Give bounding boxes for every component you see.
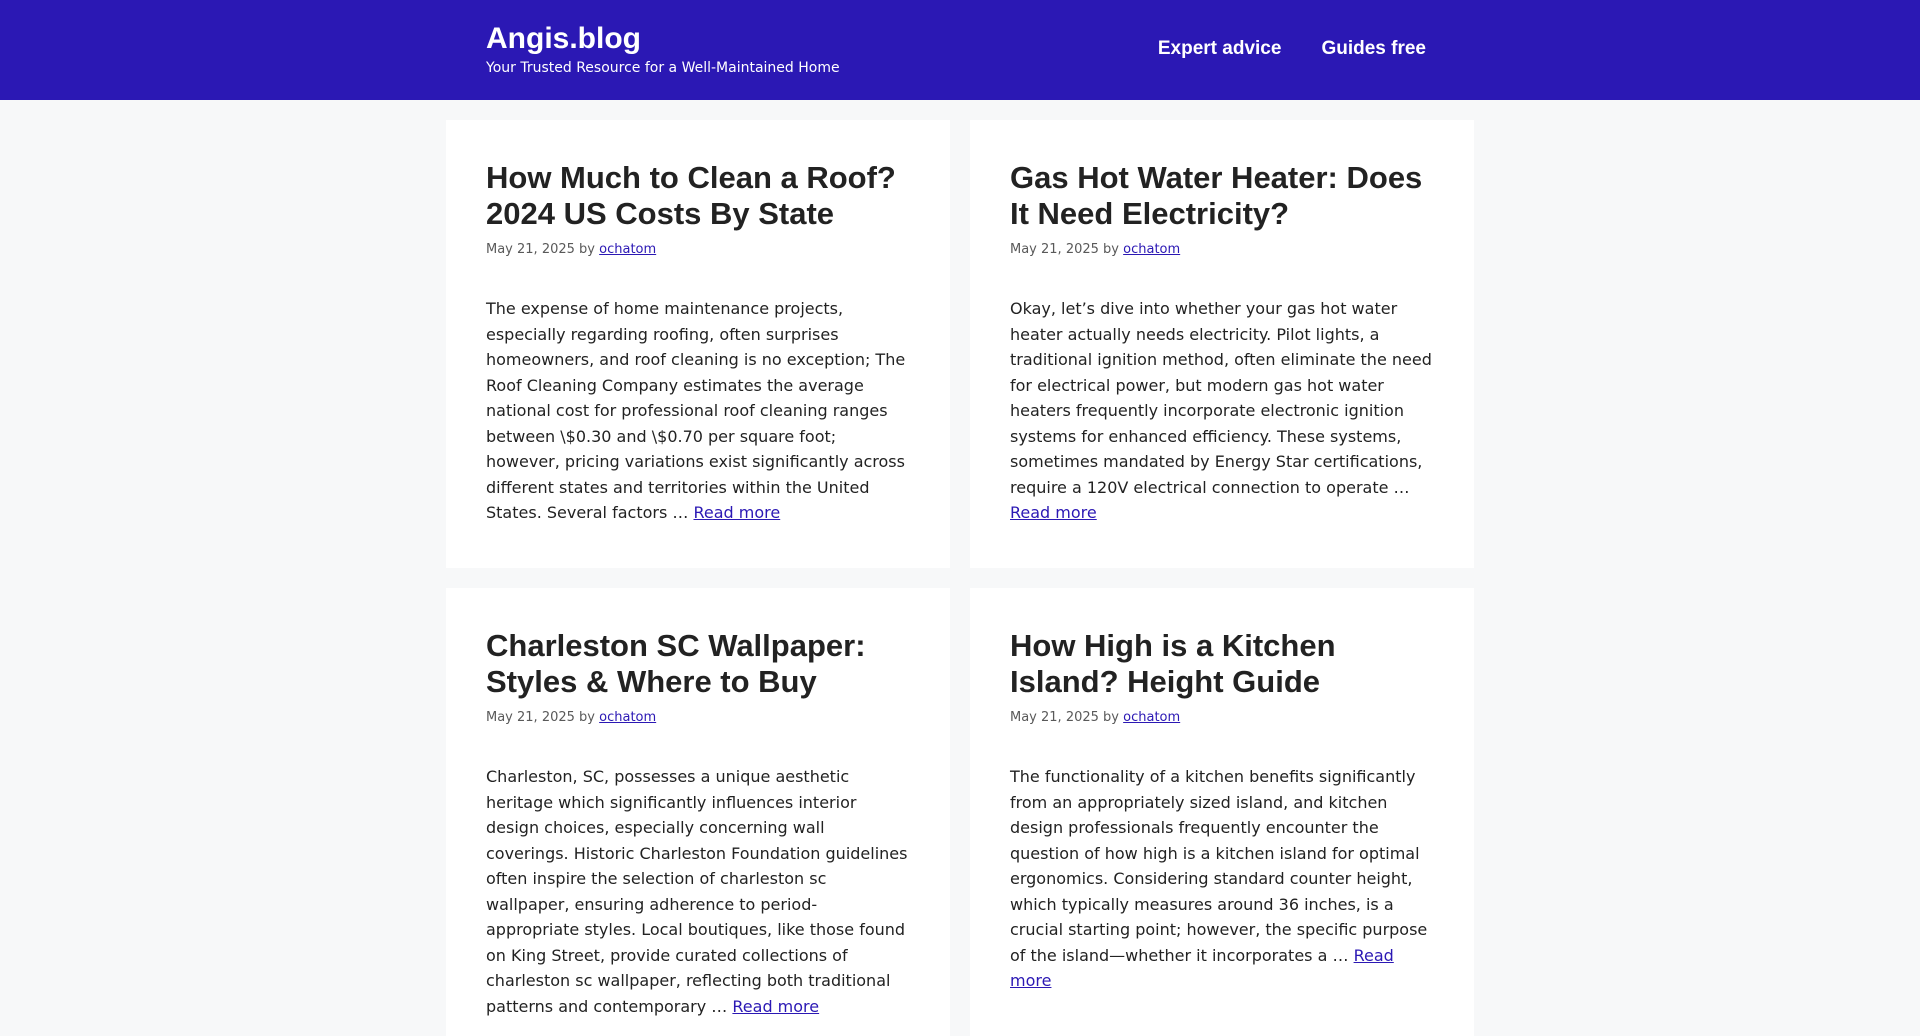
post-date: May 21, 2025: [1010, 710, 1099, 725]
post-by-label: by: [579, 242, 595, 257]
site-tagline: Your Trusted Resource for a Well-Maintained Home: [486, 60, 840, 76]
post-date: May 21, 2025: [486, 710, 575, 725]
post-excerpt-text: Okay, let’s dive into whether your gas hot water heater actually needs electricity. Pilot lights, a traditional ignition method, often eliminate the need for electrical power, but modern gas hot water heaters frequently incorporate electronic ignition systems for enhanced efficiency. These systems, sometimes mandated by Energy Star certifications, require a 120V electrical connection to operate …: [1010, 299, 1432, 497]
read-more-link[interactable]: Read more: [693, 503, 781, 522]
post-by-label: by: [1103, 242, 1119, 257]
post-by-label: by: [579, 710, 595, 725]
nav-item-guides-free[interactable]: Guides free: [1321, 38, 1426, 59]
post-title-link[interactable]: Charleston SC Wallpaper: Styles & Where to Buy: [486, 628, 866, 699]
post-card: [446, 588, 950, 1036]
post-excerpt: [1010, 296, 1434, 526]
read-more-link[interactable]: Read more: [1010, 503, 1097, 522]
post-meta: [1010, 240, 1434, 260]
post-meta: [1010, 708, 1434, 728]
post-card: [446, 120, 950, 568]
post-title-link[interactable]: How Much to Clean a Roof? 2024 US Costs By State: [486, 160, 896, 231]
post-title-link[interactable]: Gas Hot Water Heater: Does It Need Electricity?: [1010, 160, 1423, 231]
post-excerpt: [486, 296, 910, 526]
post-excerpt-text: The functionality of a kitchen benefits significantly from an appropriately sized island, and kitchen design professionals frequently encounter the question of how high is a kitchen island for optimal ergonomics. Considering standard counter height, which typically measures around 36 inches, is a crucial starting point; however, the specific purpose of the island—whether it incorporates a …: [1010, 767, 1428, 965]
post-card: [970, 588, 1474, 1036]
site-title-link[interactable]: Angis.blog: [486, 22, 641, 55]
post-excerpt-text: The expense of home maintenance projects, especially regarding roofing, often surprises homeowners, and roof cleaning is no exception; The Roof Cleaning Company estimates the average national cost for professional roof cleaning ranges between \$0.30 and \$0.70 per square foot; however, pricing variations exist significantly across different states and territories within the United States. Several factors …: [486, 299, 906, 522]
post-author-link[interactable]: ochatom: [599, 242, 657, 257]
post-author-link[interactable]: ochatom: [1123, 242, 1181, 257]
posts-grid: [446, 120, 1474, 1036]
post-author-link[interactable]: ochatom: [599, 710, 657, 725]
post-date: May 21, 2025: [1010, 242, 1099, 257]
site-branding: [486, 20, 840, 78]
post-card: [970, 120, 1474, 568]
post-meta: [486, 240, 910, 260]
post-author-link[interactable]: ochatom: [1123, 710, 1181, 725]
main-navigation: [1158, 36, 1426, 62]
site-header: [0, 0, 1920, 100]
post-meta: [486, 708, 910, 728]
post-excerpt-text: Charleston, SC, possesses a unique aesthetic heritage which significantly influences interior design choices, especially concerning wall coverings. Historic Charleston Foundation guidelines often inspire the selection of charleston sc wallpaper, ensuring adherence to period-appropriate styles. Local boutiques, like those found on King Street, provide curated collections of charleston sc wallpaper, reflecting both traditional patterns and contemporary …: [486, 767, 908, 1016]
post-excerpt: [1010, 764, 1434, 994]
read-more-link[interactable]: Read more: [1010, 945, 1394, 990]
post-excerpt: [486, 764, 910, 1019]
post-by-label: by: [1103, 710, 1119, 725]
post-date: May 21, 2025: [486, 242, 575, 257]
post-title-link[interactable]: How High is a Kitchen Island? Height Guide: [1010, 628, 1336, 699]
nav-item-expert-advice[interactable]: Expert advice: [1157, 38, 1282, 59]
read-more-link[interactable]: Read more: [732, 996, 820, 1016]
